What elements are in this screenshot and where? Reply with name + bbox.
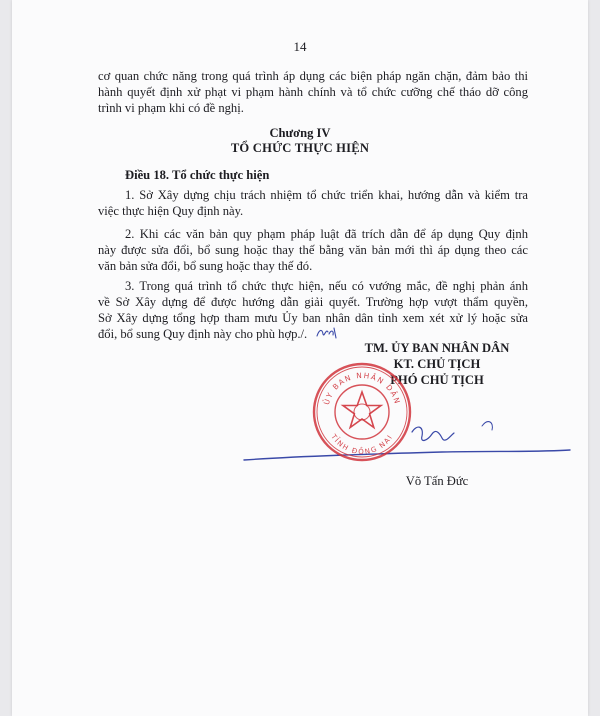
para1-line-2: việc thực hiện Quy định này. (98, 204, 244, 218)
signature-title-1: TM. ỦY BAN NHÂN DÂN (364, 341, 510, 355)
intro-line-2: hành quyết định xử phạt vi phạm hành chính và tổ chức cưỡng chế tháo dỡ công (98, 85, 528, 99)
para3-line-1: 3. Trong quá trình tổ chức thực hiện, nếu có vướng mắc, đề nghị phản ánh (125, 279, 528, 293)
seal-top-text: ỦY BAN NHÂN DÂN (321, 370, 403, 406)
para3-line-3: Sở Xây dựng tổng hợp tham mưu Ủy ban nhân dân tỉnh xem xét xử lý hoặc sửa (98, 311, 528, 325)
para3-line-4: đổi, bổ sung Quy định này cho phù hợp./. (98, 327, 308, 341)
intro-line-3: trình vi phạm khi có đề nghị. (98, 101, 244, 115)
page-number: 14 (293, 39, 307, 54)
para1-line-1: 1. Sở Xây dựng chịu trách nhiệm tổ chức triển khai, hướng dẫn và kiểm tra (125, 188, 528, 202)
document-page (12, 0, 588, 716)
official-seal (310, 360, 414, 464)
article-heading: Điều 18. Tổ chức thực hiện (125, 168, 270, 182)
signer-name: Võ Tấn Đức (405, 474, 469, 488)
para2-line-1: 2. Khi các văn bản quy phạm pháp luật đã trích dẫn để áp dụng Quy định (125, 227, 528, 241)
para3-line-2: về Sở Xây dựng để được hướng dẫn giải quyết. Trường hợp vượt thẩm quyền, (98, 295, 528, 309)
para2-line-3: văn bản sửa đổi, bổ sung hoặc thay thế đó. (98, 259, 313, 273)
svg-text:TỈNH ĐỒNG NAI (329, 432, 395, 456)
seal-bottom-text: TỈNH ĐỒNG NAI (329, 432, 395, 457)
chapter-title: TỔ CHỨC THỰC HIỆN (230, 141, 370, 155)
intro-line-1: cơ quan chức năng trong quá trình áp dụng các biện pháp ngăn chặn, đảm bảo thi (98, 69, 528, 83)
chapter-number: Chương IV (269, 126, 331, 140)
signature-title-2: KT. CHỦ TỊCH (393, 357, 481, 371)
svg-text:ỦY BAN NHÂN DÂN (321, 371, 402, 406)
para2-line-2: này được sửa đổi, bổ sung hoặc thay thế bằng văn bản mới thì áp dụng theo các (98, 243, 528, 257)
signature-title-3: PHÓ CHỦ TỊCH (390, 373, 484, 387)
